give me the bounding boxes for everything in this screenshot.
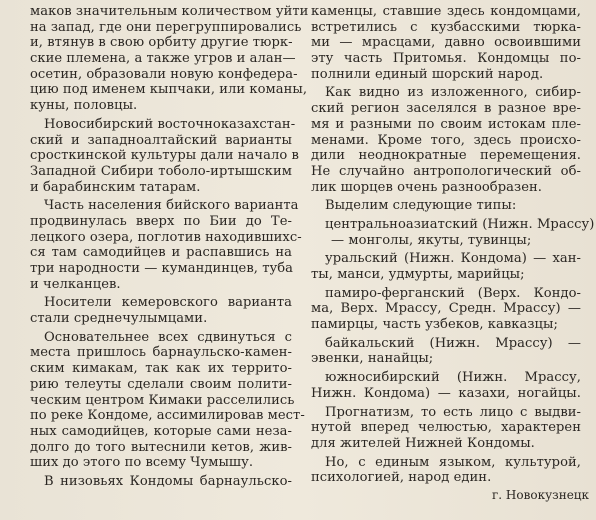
text-line: Как видно из изложенного, сибир- — [325, 85, 581, 101]
text-line: и челканцев. — [30, 276, 121, 292]
text-line: осетин, образовали новую конфедера- — [30, 66, 298, 82]
text-line: Часть населения бийского варианта — [44, 198, 299, 214]
text-line: ся там самодийцев и распавшись на — [30, 245, 292, 261]
text-line: Основательнее всех сдвинуться с — [44, 329, 292, 345]
paragraph — [311, 198, 581, 214]
paragraph — [30, 295, 292, 326]
text-line: памирцы, часть узбеков, кавказцы; — [311, 317, 558, 333]
text-line: ский регион заселялся в разное вре- — [311, 101, 581, 117]
text-line: каменцы, ставшие здесь кондомцами, — [311, 4, 581, 19]
text-line: психологией, народ един. — [311, 470, 492, 486]
text-line: продвинулась вверх по Бии до Те- — [30, 213, 292, 229]
paragraph — [311, 336, 581, 367]
text-line: ский и западноалтайский варианты — [30, 132, 292, 148]
paragraph — [30, 4, 309, 114]
text-line: ных самодийцев, которые сами неза- — [30, 423, 292, 439]
text-line: эту часть Притомья. Кондомцы по- — [311, 51, 581, 67]
text-line: дили неоднократные перемещения. — [311, 148, 581, 164]
text-line: нутой вперед челюстью, характерен — [311, 420, 581, 436]
text-line: стали среднечулымцами. — [30, 311, 208, 327]
paragraph — [30, 474, 292, 490]
text-line: Прогнатизм, то есть лицо с выдви- — [325, 404, 581, 420]
text-line: и барабинским татарам. — [30, 179, 201, 195]
paragraph — [311, 85, 581, 195]
text-line: менами. Кроме того, здесь происхо- — [311, 132, 581, 148]
text-line: цию под именем кыпчаки, или команы, — [30, 82, 308, 98]
text-line: Но, с единым языком, культурой, — [325, 454, 581, 470]
paragraph — [311, 286, 581, 333]
text-line: полнили единый шорский народ. — [311, 66, 544, 82]
text-line: по реке Кондоме, ассимилировав мест- — [30, 408, 305, 424]
text-line: Западной Сибири тоболо-иртышским — [30, 163, 292, 179]
text-line: Выделим следующие типы: — [325, 198, 517, 214]
text-line: мя и разными по своим истокам пле- — [311, 116, 581, 132]
text-line: Носители кемеровского варианта — [44, 295, 292, 311]
text-line: сросткинской культуры дали начало в — [30, 148, 299, 164]
paragraph — [311, 4, 581, 82]
text-line: ские племена, а также угров и алан— — [30, 51, 296, 67]
paragraph — [311, 455, 581, 486]
text-line: и, втянув в свою орбиту другие тюрк- — [30, 35, 293, 51]
text-line: лецкого озера, поглотив находившихс- — [30, 229, 302, 245]
text-line: рию телеуты сделали своим полити- — [30, 376, 292, 392]
text-line: ми — мрасцами, давно освоившими — [311, 35, 581, 51]
text-line: долго до того вытеснили кетов, жив- — [30, 439, 292, 455]
text-line: куны, половцы. — [30, 98, 138, 114]
paragraph — [311, 216, 595, 248]
text-line: уральский (Нижн. Кондома) — хан- — [325, 251, 581, 267]
text-line: встретились с кузбасскими тюрка- — [311, 19, 581, 35]
right-text-column — [311, 4, 595, 489]
text-line: три народности — кумандинцев, туба — [30, 261, 294, 276]
text-line: памиро-ферганский (Верх. Кондо- — [325, 285, 581, 301]
text-line: В низовьях Кондомы барнаульско- — [44, 473, 292, 489]
text-line: на запад, где они перегруппировались — [30, 19, 302, 35]
text-line: ским кимакам, так как их террито- — [30, 361, 292, 377]
text-line: Нижн. Кондома) — казахи, ногайцы. — [311, 385, 581, 401]
text-line: Новосибирский восточноказахстан- — [44, 116, 296, 132]
paragraph — [30, 198, 302, 292]
paragraph — [30, 116, 299, 195]
text-line: ма, Верх. Мрассу, Средн. Мрассу) — — [311, 301, 581, 317]
text-line: — монголы, якуты, тувинцы; — [331, 232, 532, 248]
left-text-column — [30, 4, 309, 493]
text-line: байкальский (Нижн. Мрассу) — — [325, 335, 581, 351]
text-line: ты, манси, удмурты, марийцы; — [311, 267, 525, 282]
paragraph — [311, 370, 581, 401]
place-signature: г. Новокузнецк — [492, 488, 590, 502]
text-line: маков значительным количеством уйти — [30, 4, 309, 19]
text-line: лик шорцев очень разнообразен. — [311, 179, 543, 195]
text-line: эвенки, нанайцы; — [311, 351, 434, 367]
text-line: для жителей Нижней Кондомы. — [311, 435, 535, 451]
text-line: Не случайно антропологический об- — [311, 163, 581, 179]
text-line: места пришлось барнаульско-камен- — [30, 345, 292, 361]
text-line: ческим центром Кимаки расселились — [30, 392, 295, 408]
text-line: центральноазиатский (Нижн. Мрассу) — [325, 216, 595, 232]
text-line: ших до этого по всему Чумышу. — [30, 455, 254, 471]
paragraph — [311, 405, 581, 452]
paragraph — [311, 251, 581, 282]
paragraph — [30, 329, 305, 471]
text-line: южносибирский (Нижн. Мрассу, — [325, 370, 581, 386]
